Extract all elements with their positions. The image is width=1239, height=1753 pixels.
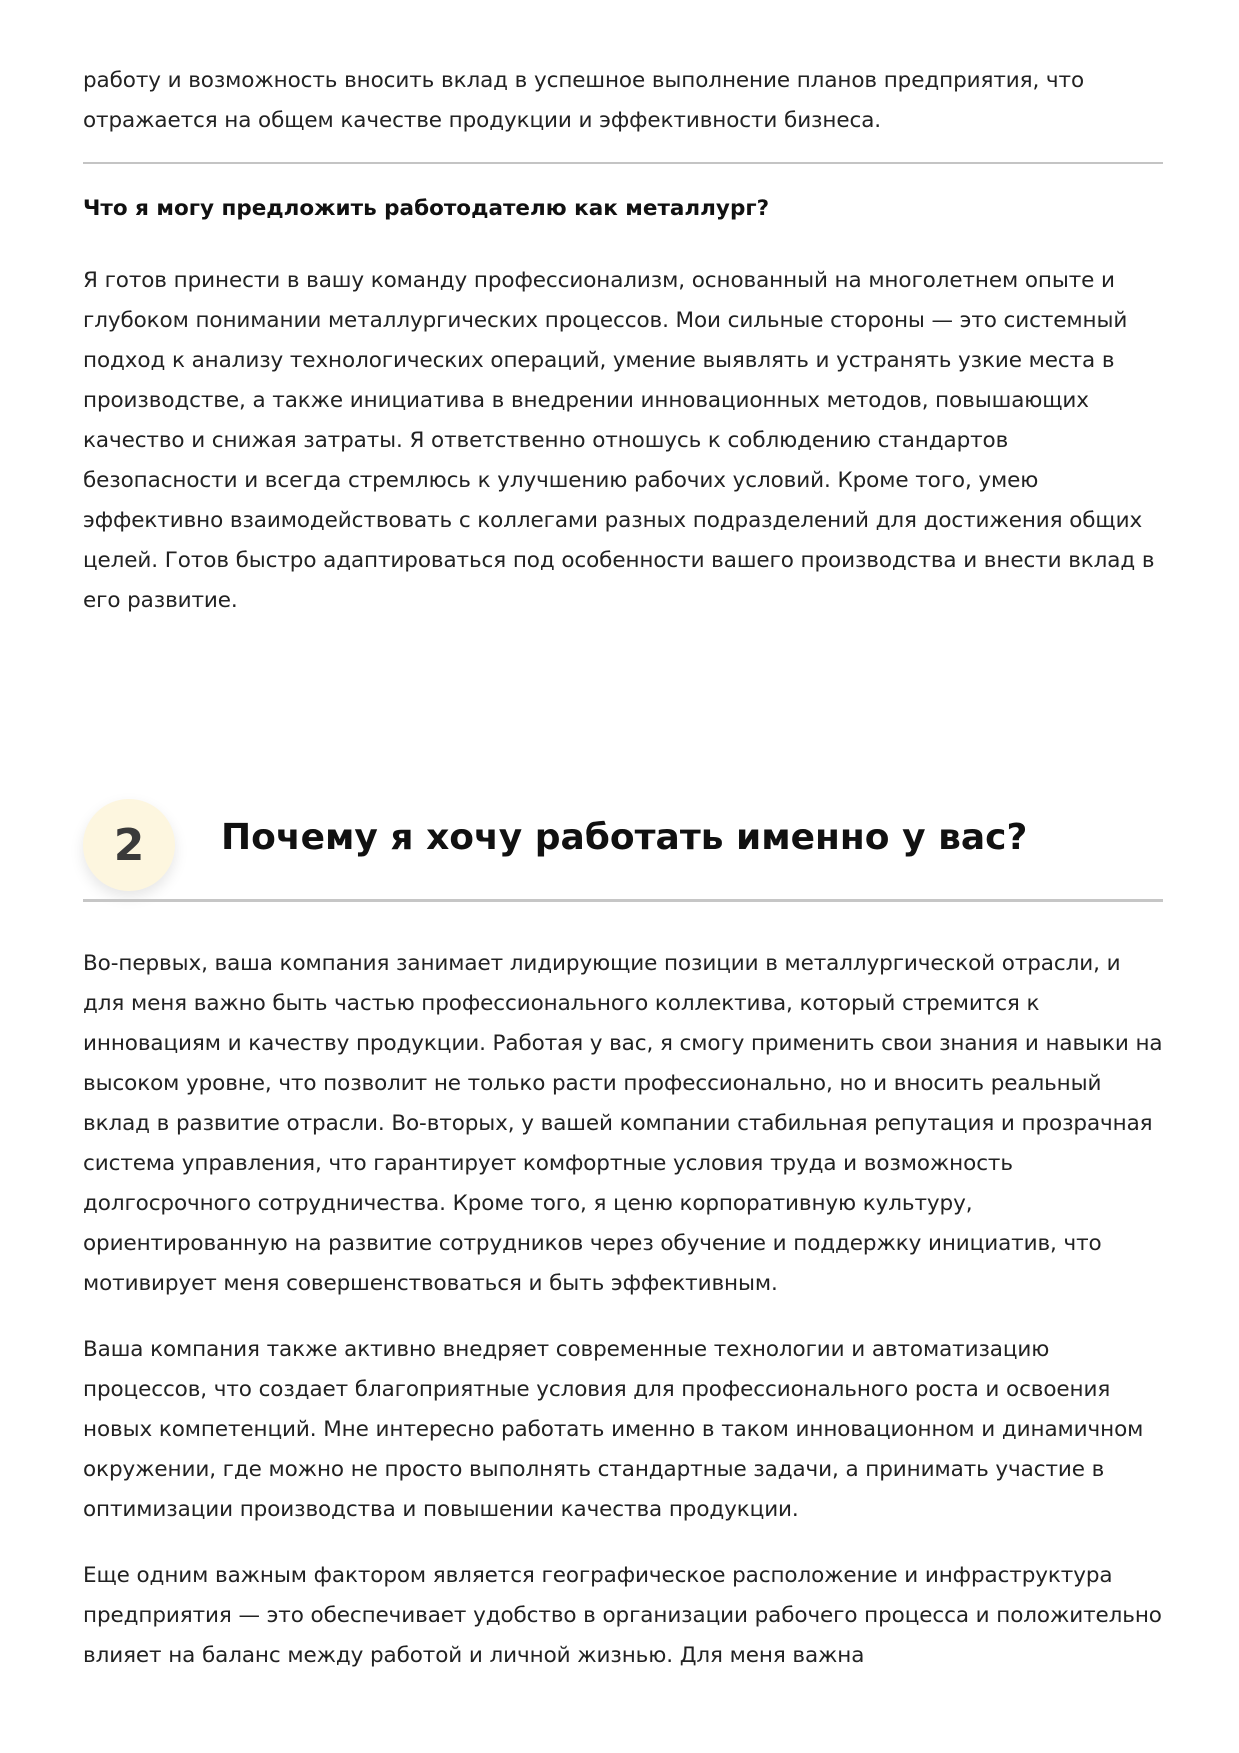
section-2-header [83,799,1163,899]
section-divider [83,899,1163,902]
section-title: Почему я хочу работать именно у вас? [221,817,1028,858]
why-paragraph-3: Еще одним важным фактором является географическое расположение и инфраструктура предприятия — это обеспечивает удобство в организации рабочего процесса и положительно влияет на баланс между работой и личной жизнью. Для меня важна [83,1563,1162,1668]
section-number-badge: 2 [83,799,175,891]
offer-question-heading: Что я могу предложить работодателю как металлург? [83,196,770,221]
divider [83,162,1163,164]
offer-paragraph: Я готов принести в вашу команду профессионализм, основанный на многолетнем опыте и глубоком понимании металлургических процессов. Мои сильные стороны — это системный подход к анализу технологических операций, умение выявлять и устранять узкие места в производстве, а также инициатива в внедрении инновационных методов, повышающих качество и снижая затраты. Я ответственно отношусь к соблюдению стандартов безопасности и всегда стремлюсь к улучшению рабочих условий. Кроме того, умею эффективно взаимодействовать с коллегами разных подразделений для достижения общих целей. Готов быстро адаптироваться под особенности вашего производства и внести вклад в его развитие. [83,268,1155,613]
intro-paragraph: работу и возможность вносить вклад в успешное выполнение планов предприятия, что отражается на общем качестве продукции и эффективности бизнеса. [83,68,1084,133]
why-paragraph-2: Ваша компания также активно внедряет современные технологии и автоматизацию процессов, что создает благоприятные условия для профессионального роста и освоения новых компетенций. Мне интересно работать именно в таком инновационном и динамичном окружении, где можно не просто выполнять стандартные задачи, а принимать участие в оптимизации производства и повышении качества продукции. [83,1337,1144,1522]
why-paragraph-1: Во-первых, ваша компания занимает лидирующие позиции в металлургической отрасли, и для меня важно быть частью профессионального коллектива, который стремится к инновациям и качеству продукции. Работая у вас, я смогу применить свои знания и навыки на высоком уровне, что позволит не только расти профессионально, но и вносить реальный вклад в развитие отрасли. Во-вторых, у вашей компании стабильная репутация и прозрачная система управления, что гарантирует комфортные условия труда и возможность долгосрочного сотрудничества. Кроме того, я ценю корпоративную культуру, ориентированную на развитие сотрудников через обучение и поддержку инициатив, что мотивирует меня совершенствоваться и быть эффективным. [83,951,1163,1296]
